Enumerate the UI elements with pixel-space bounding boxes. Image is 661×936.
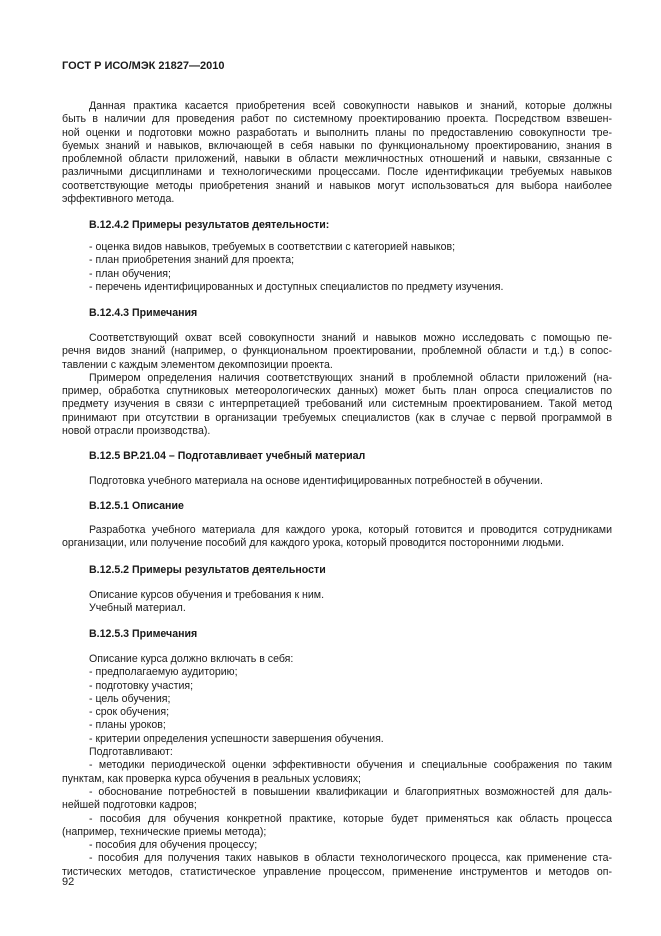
- paragraph-b1253: [62, 653, 612, 879]
- list-item: - пособия для обучения процессу;: [89, 839, 258, 852]
- list-item: - методики периодической оценки эффективности обучения и специальные соображения по таким: [89, 759, 612, 772]
- text-line: Разработка учебного материала для каждого урока, который готовится и проводится сотрудниками: [89, 524, 612, 536]
- heading-b1253: В.12.5.3 Примечания: [89, 628, 198, 640]
- text-line: новой отрасли производства).: [62, 425, 211, 438]
- list-item: - план обучения;: [89, 267, 171, 280]
- text-line: соответствующие методы приобретения знаний и навыков могут использоваться для выбора наиболее: [62, 179, 612, 192]
- paragraph-b1252: [62, 589, 639, 616]
- list-item: нейшей подготовки кадров;: [62, 799, 197, 812]
- list-item: - обоснование потребностей в повышении квалификации и благоприятных возможностей для даль-: [89, 785, 612, 798]
- list-item: - цель обучения;: [89, 692, 171, 705]
- text-line: пример, обработка спутниковых метеорологических данных) может быть план опроса специалистов по: [62, 385, 612, 398]
- text-line: принимают при отсутствии в организации требуемых специалистов (как в случае с первой программой в: [62, 411, 612, 424]
- text-line: быть в наличии для проведения работ по системному проектированию проекта. Посредством взвешен-: [62, 113, 612, 126]
- text-line: Описание курсов обучения и требования к ним.: [89, 589, 325, 601]
- heading-b1251: В.12.5.1 Описание: [89, 500, 184, 512]
- heading-b1252: В.12.5.2 Примеры результатов деятельности: [89, 564, 326, 576]
- text-line: Соответствующий охват всей совокупности знаний и навыков можно исследовать с помощью пе-: [89, 332, 612, 344]
- list-b1242: [62, 241, 639, 294]
- text-line: ной оценки и подготовки можно разработать и выполнить планы по предоставлению совокупности тре-: [62, 126, 612, 139]
- text-line: Подготавливают:: [89, 746, 173, 759]
- text-line: буемых знаний и навыков, включающей в себя навыки по функциональному проектированию, знания в: [62, 139, 612, 152]
- text-line: предмету изучения в связи с интерпретацией требований или системным проектированием. Такой метод: [62, 398, 612, 411]
- paragraph-b1243: [62, 332, 612, 438]
- list-item: тистических методов, статистическое управление процессом, применение инструментов и методов оп-: [62, 865, 612, 878]
- list-item: - предполагаемую аудиторию;: [89, 666, 238, 679]
- text-line: организации, или получение пособий для каждого урока, который проводится посторонними людьми.: [62, 537, 565, 550]
- list-item: - пособия для обучения конкретной практике, которые будет применяться как область процесса: [89, 812, 612, 825]
- list-item: - срок обучения;: [89, 706, 170, 719]
- list-item: - перечень идентифицированных и доступных специалистов по предмету изучения.: [89, 280, 504, 293]
- text-line: Описание курса должно включать в себя:: [89, 653, 294, 665]
- paragraph-b125: Подготовка учебного материала на основе идентифицированных потребностей в обучении.: [89, 475, 543, 487]
- text-line: Учебный материал.: [89, 602, 186, 615]
- list-item: пунктам, как проверка курса обучения в реальных условиях;: [62, 772, 361, 785]
- heading-b1243: В.12.4.3 Примечания: [89, 307, 198, 319]
- list-item: - подготовку участия;: [89, 679, 194, 692]
- text-line: Данная практика касается приобретения всей совокупности навыков и знаний, которые должны: [89, 100, 612, 112]
- list-item: - критерии определения успешности завершения обучения.: [89, 732, 384, 745]
- text-line: Примером определения наличия соответствующих знаний в проблемной области приложений (на-: [89, 371, 612, 384]
- list-item: (например, технические приемы метода);: [62, 825, 267, 838]
- list-item: - планы уроков;: [89, 719, 166, 732]
- text-line: тавлении с каждым элементом декомпозиции проекта.: [62, 358, 333, 371]
- heading-b1242: В.12.4.2 Примеры результатов деятельности:: [89, 219, 330, 231]
- heading-b125: В.12.5 BP.21.04 – Подготавливает учебный материал: [89, 450, 366, 462]
- document-header: ГОСТ Р ИСО/МЭК 21827—2010: [62, 60, 225, 72]
- paragraph-intro: [62, 100, 612, 206]
- list-item: - пособия для получения таких навыков в области технологического процесса, как применение ста-: [89, 852, 612, 865]
- paragraph-b1251: [62, 524, 612, 551]
- list-item: - план приобретения знаний для проекта;: [89, 254, 295, 267]
- text-line: проблемной области приложений, навыки в области межличностных отношений и навыки, связанные с: [62, 153, 612, 166]
- text-line: речня видов знаний (например, о функциональном проектировании, проблемной области и т.д.) в сопос-: [62, 345, 612, 358]
- text-line: эффективного метода.: [62, 193, 175, 206]
- page-number: 92: [62, 876, 75, 888]
- list-item: - оценка видов навыков, требуемых в соответствии с категорией навыков;: [89, 241, 456, 253]
- text-line: различными дисциплинами и технологическими процессами. После идентификации требуемых навыков: [62, 166, 612, 179]
